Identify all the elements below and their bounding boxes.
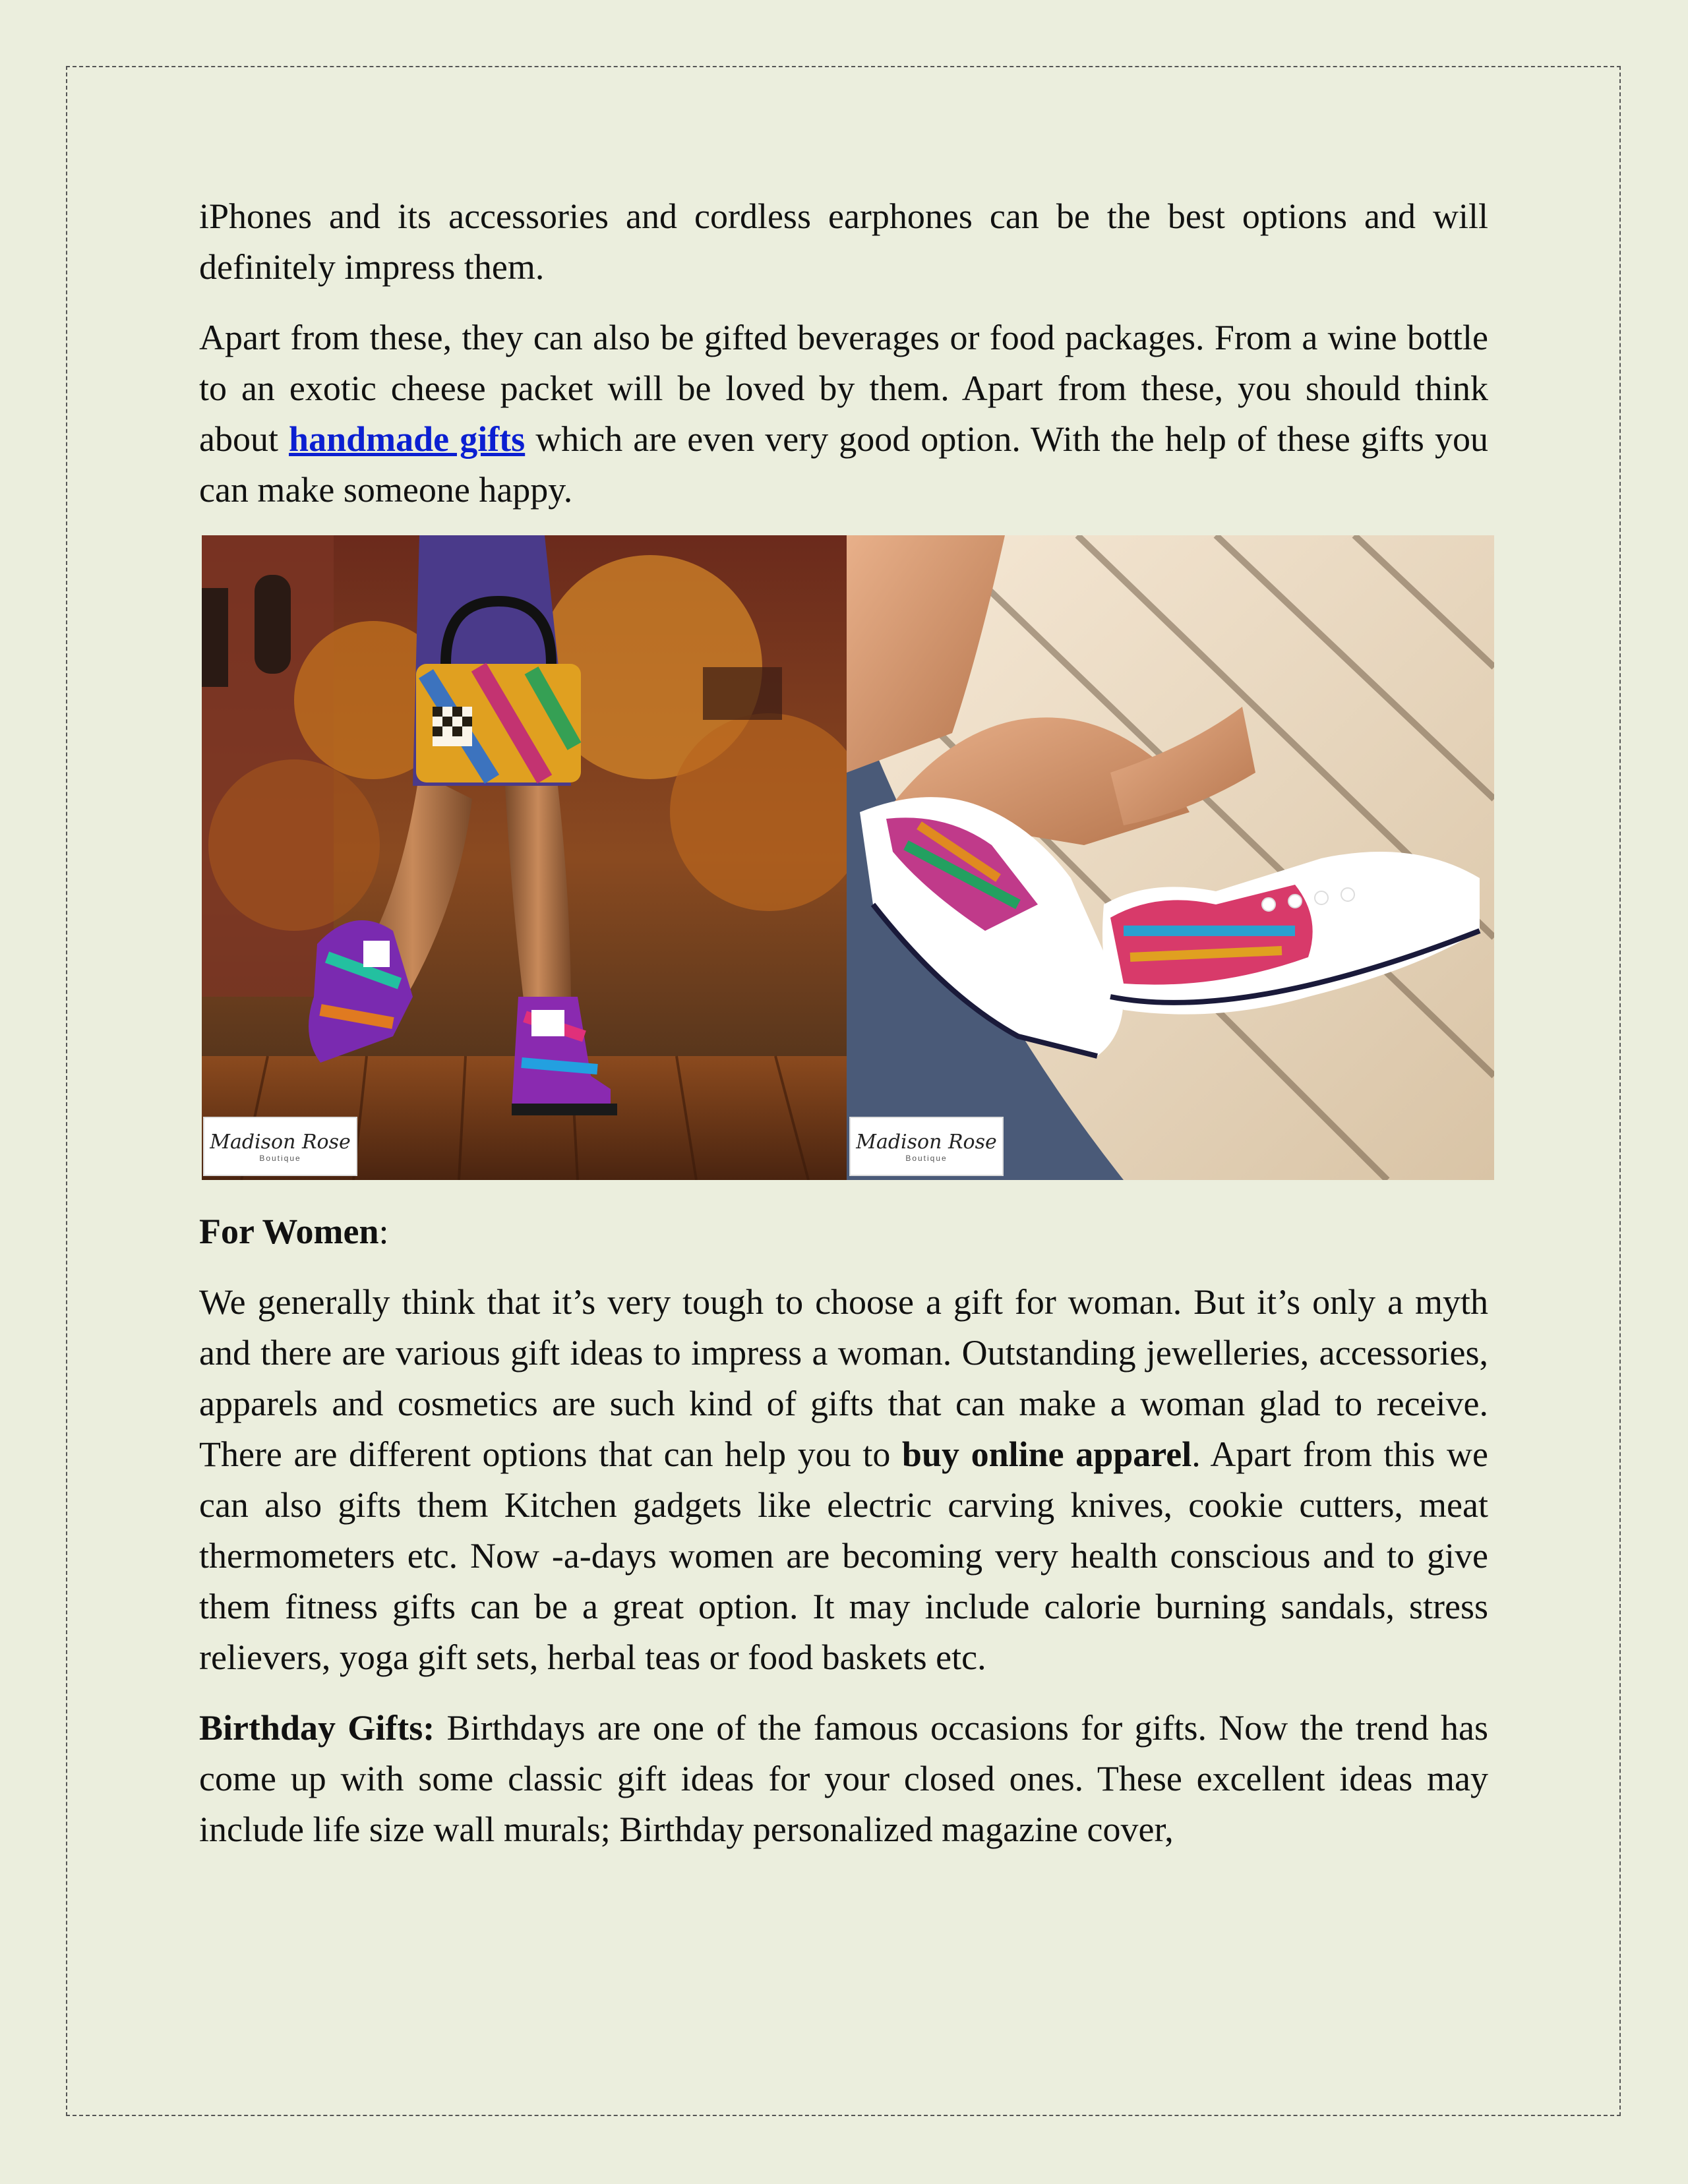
birthday-gifts-heading: Birthday Gifts: [199, 1708, 435, 1748]
for-women-heading-colon: : [378, 1212, 389, 1251]
right-watermark-sub: Boutique [905, 1153, 948, 1163]
for-women-heading-text: For Women [199, 1212, 379, 1251]
buy-online-apparel-text: buy online apparel [901, 1434, 1192, 1474]
sneakers-photo [847, 535, 1494, 1180]
paragraph-beverages [199, 312, 1488, 516]
paragraph-iphones [199, 191, 1488, 293]
handbag-boots-photo [202, 535, 847, 1180]
paragraph-for-women [199, 1277, 1488, 1683]
left-watermark-sub: Boutique [259, 1153, 301, 1163]
paragraph-birthday-gifts [199, 1703, 1488, 1855]
paragraph-beverages-tail: which are even very good option. With the help of these gifts you can make someone happy. [199, 419, 1489, 510]
handmade-gifts-link[interactable]: handmade gifts [289, 419, 526, 459]
paragraph-birthday-gifts-text: Birthdays are one of the famous occasions for gifts. Now the trend has come up with some classic gift ideas for your closed ones. These excellent ideas may include life size wall murals; Birthday personalized magazine cover, [199, 1708, 1488, 1849]
paragraph-for-women-text: We generally think that it’s very tough to choose a gift for woman. But it’s only a myth and there are various gift ideas to impress a woman. Outstanding jewelleries, accessories, apparels and cosmetics are such kind of gifts that can make a woman glad to receive. There are different options that can help you to [199, 1282, 1488, 1474]
paragraph-iphones-text: iPhones and its accessories and cordless earphones can be the best options and will definitely impress them. [199, 196, 1488, 287]
left-watermark-text: Madison Rose [210, 1130, 351, 1154]
product-photo-collage [202, 535, 1494, 1180]
document-body [199, 191, 1488, 1875]
sneakers-illustration [847, 535, 1494, 1180]
for-women-heading [199, 1206, 1488, 1257]
right-watermark-logo [849, 1117, 1004, 1176]
right-watermark-text: Madison Rose [856, 1130, 997, 1154]
handbag-boots-illustration [202, 535, 847, 1180]
paragraph-beverages-text: Apart from these, they can also be gifted beverages or food packages. From a wine bottle to an exotic cheese packet will be loved by them. Apart from these, you should think about [199, 318, 1488, 459]
paragraph-for-women-tail: . Apart from this we can also gifts them Kitchen gadgets like electric carving knives, cookie cutters, meat thermometers etc. Now -a-days women are becoming very health conscious and to give them fitness gifts can be a great option. It may include calorie burning sandals, stress relievers, yoga gift sets, herbal teas or food baskets etc. [199, 1434, 1488, 1677]
left-watermark-logo [203, 1117, 357, 1176]
